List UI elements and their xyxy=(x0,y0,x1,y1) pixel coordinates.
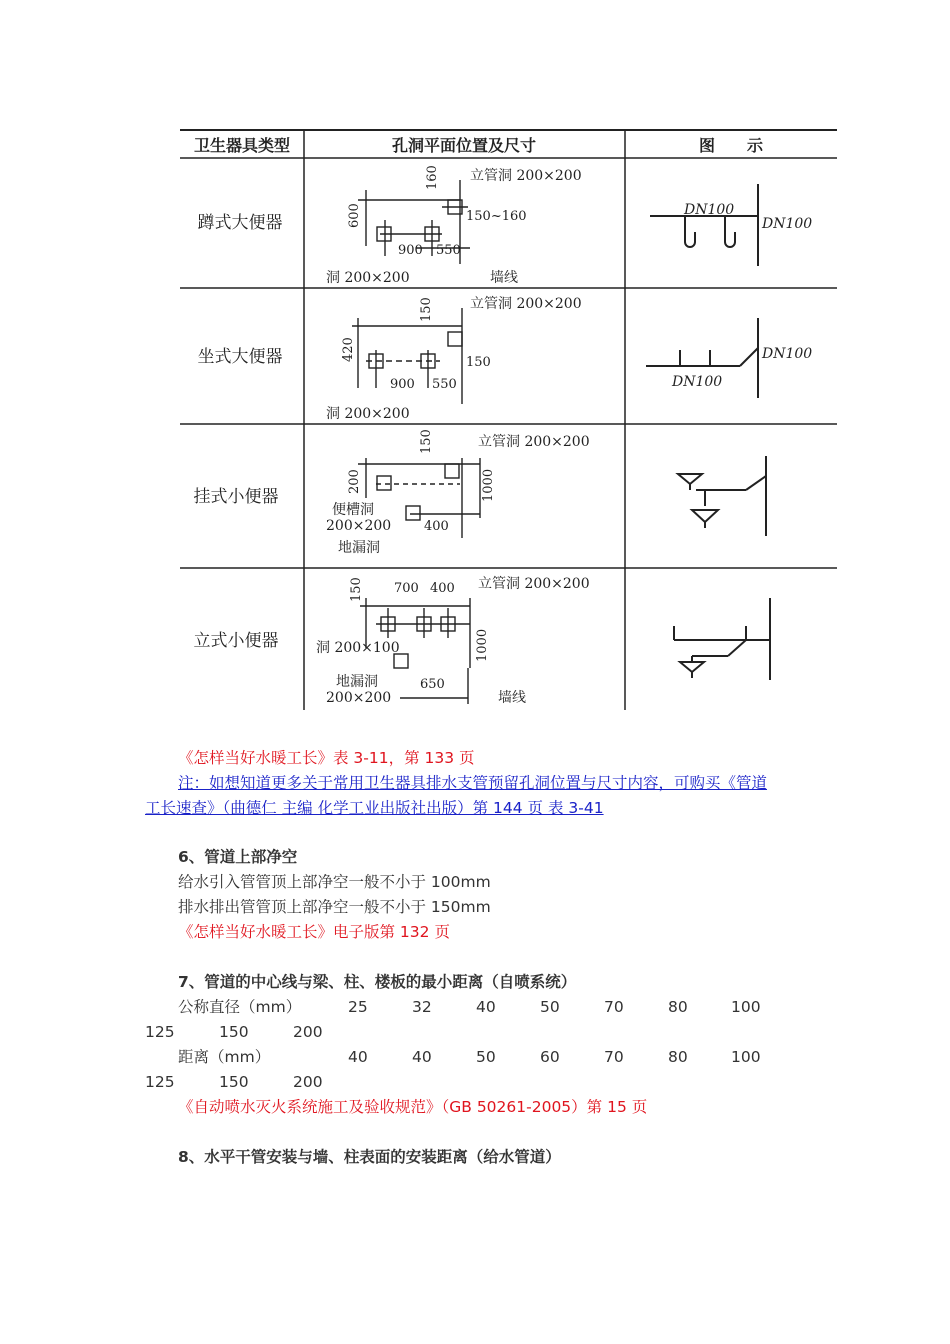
st-dim-150: 150 xyxy=(419,297,434,322)
wu-riser-label: 立管洞 200×200 xyxy=(478,434,590,450)
row-label-squat-toilet: 蹲式大便器 xyxy=(197,213,283,233)
sec7-row2-value: 100 xyxy=(731,1048,761,1066)
sq-hole-label: 洞 200×200 xyxy=(326,270,410,286)
book-link-line1[interactable]: 注：如想知道更多关于常用卫生器具排水支管预留孔洞位置与尺寸内容，可购买《管道 xyxy=(178,774,768,792)
source-reference-1: 《怎样当好水暖工长》表 3-11，第 133 页 xyxy=(178,749,475,767)
section-6-source: 《怎样当好水暖工长》电子版第 132 页 xyxy=(178,923,450,941)
st-hole-label: 洞 200×200 xyxy=(326,406,410,422)
wu-dim-1000: 1000 xyxy=(481,468,496,502)
sec7-row2-value: 40 xyxy=(412,1048,432,1066)
row-label-wall-urinal: 挂式小便器 xyxy=(193,487,279,507)
section-6-line2: 排水排出管管顶上部净空一般不小于 150mm xyxy=(178,898,491,916)
fu-dim-650: 650 xyxy=(420,677,445,692)
header-fixture-type: 卫生器具类型 xyxy=(193,136,291,155)
row-label-sitting-toilet: 坐式大便器 xyxy=(197,347,283,367)
sec7-row2-value: 40 xyxy=(348,1048,368,1066)
st-dn-b: DN100 xyxy=(672,374,723,390)
sec7-row1-cont: 125 xyxy=(145,1023,175,1041)
diagram-squat-toilet xyxy=(650,184,758,266)
sq-dim-160: 160 xyxy=(425,165,440,190)
sec7-row1-label: 公称直径（mm） xyxy=(178,998,302,1016)
fu-dim-700: 700 xyxy=(394,581,419,596)
sq-dim-600: 600 xyxy=(347,203,362,228)
fu-dim-1000: 1000 xyxy=(475,628,490,662)
section-8-title: 8、水平干管安装与墙、柱表面的安装距离（给水管道） xyxy=(178,1148,561,1166)
st-dim-550: 550 xyxy=(432,377,457,392)
section-6-line1: 给水引入管管顶上部净空一般不小于 100mm xyxy=(178,873,491,891)
diagram-floor-urinal xyxy=(674,598,770,680)
fu-riser-label: 立管洞 200×200 xyxy=(478,576,590,592)
figure-svg xyxy=(180,128,837,710)
sq-wall-label: 墙线 xyxy=(490,270,518,286)
sec7-row1-value: 25 xyxy=(348,998,368,1016)
section-7-source: 《自动喷水灭火系统施工及验收规范》（GB 50261-2005）第 15 页 xyxy=(178,1098,648,1116)
sec7-row1-value: 50 xyxy=(540,998,560,1016)
wu-dim-150: 150 xyxy=(419,429,434,454)
sec7-row2-value: 60 xyxy=(540,1048,560,1066)
wu-trench-size: 200×200 xyxy=(326,518,392,534)
sec7-row1-cont: 150 xyxy=(219,1023,249,1041)
diagram-wall-urinal xyxy=(678,456,766,536)
st-dim-420: 420 xyxy=(341,337,356,362)
header-hole-position: 孔洞平面位置及尺寸 xyxy=(391,136,537,155)
fu-hole-label: 洞 200×100 xyxy=(316,640,400,656)
fu-dim-150: 150 xyxy=(349,577,364,602)
fu-dim-400: 400 xyxy=(430,581,455,596)
book-link-line2[interactable]: 工长速查》（曲德仁 主编 化学工业出版社出版）第 144 页 表 3-41 xyxy=(145,799,604,817)
wu-dim-200: 200 xyxy=(347,469,362,494)
sec7-row2-label: 距离（mm） xyxy=(178,1048,271,1066)
sq-dim-150-160: 150~160 xyxy=(466,209,527,224)
st-dn-a: DN100 xyxy=(762,346,813,362)
st-dim-900: 900 xyxy=(390,377,415,392)
sec7-row1-value: 80 xyxy=(668,998,688,1016)
wu-dim-400: 400 xyxy=(424,519,449,534)
section-6-title: 6、管道上部净空 xyxy=(178,848,298,866)
section-7-title: 7、管道的中心线与梁、柱、楼板的最小距离（自喷系统） xyxy=(178,973,577,991)
sq-dim-550: 550 xyxy=(436,243,461,258)
sec7-row1-value: 70 xyxy=(604,998,624,1016)
wu-trench-label: 便槽洞 xyxy=(332,502,374,518)
sq-dim-900: 900 xyxy=(398,243,423,258)
sec7-row1-value: 32 xyxy=(412,998,432,1016)
sec7-row2-cont: 150 xyxy=(219,1073,249,1091)
sec7-row2-value: 70 xyxy=(604,1048,624,1066)
sec7-row1-value: 100 xyxy=(731,998,761,1016)
row-label-floor-urinal: 立式小便器 xyxy=(193,631,279,651)
wu-drain-label: 地漏洞 xyxy=(338,540,380,556)
sec7-row1-cont: 200 xyxy=(293,1023,323,1041)
sec7-row2-cont: 200 xyxy=(293,1073,323,1091)
header-diagram: 图 示 xyxy=(698,136,764,155)
fu-wall-label: 墙线 xyxy=(498,690,526,706)
sq-riser-label: 立管洞 200×200 xyxy=(470,168,582,184)
fu-drain-size: 200×200 xyxy=(326,690,392,706)
st-riser-label: 立管洞 200×200 xyxy=(470,296,582,312)
sec7-row2-cont: 125 xyxy=(145,1073,175,1091)
sec7-row2-value: 80 xyxy=(668,1048,688,1066)
sanitary-fixture-table-figure xyxy=(180,128,837,710)
fu-drain-label: 地漏洞 xyxy=(336,674,378,690)
st-dim-150b: 150 xyxy=(466,355,491,370)
sec7-row1-value: 40 xyxy=(476,998,496,1016)
sq-dn-a: DN100 xyxy=(684,202,735,218)
sq-dn-b: DN100 xyxy=(762,216,813,232)
sec7-row2-value: 50 xyxy=(476,1048,496,1066)
